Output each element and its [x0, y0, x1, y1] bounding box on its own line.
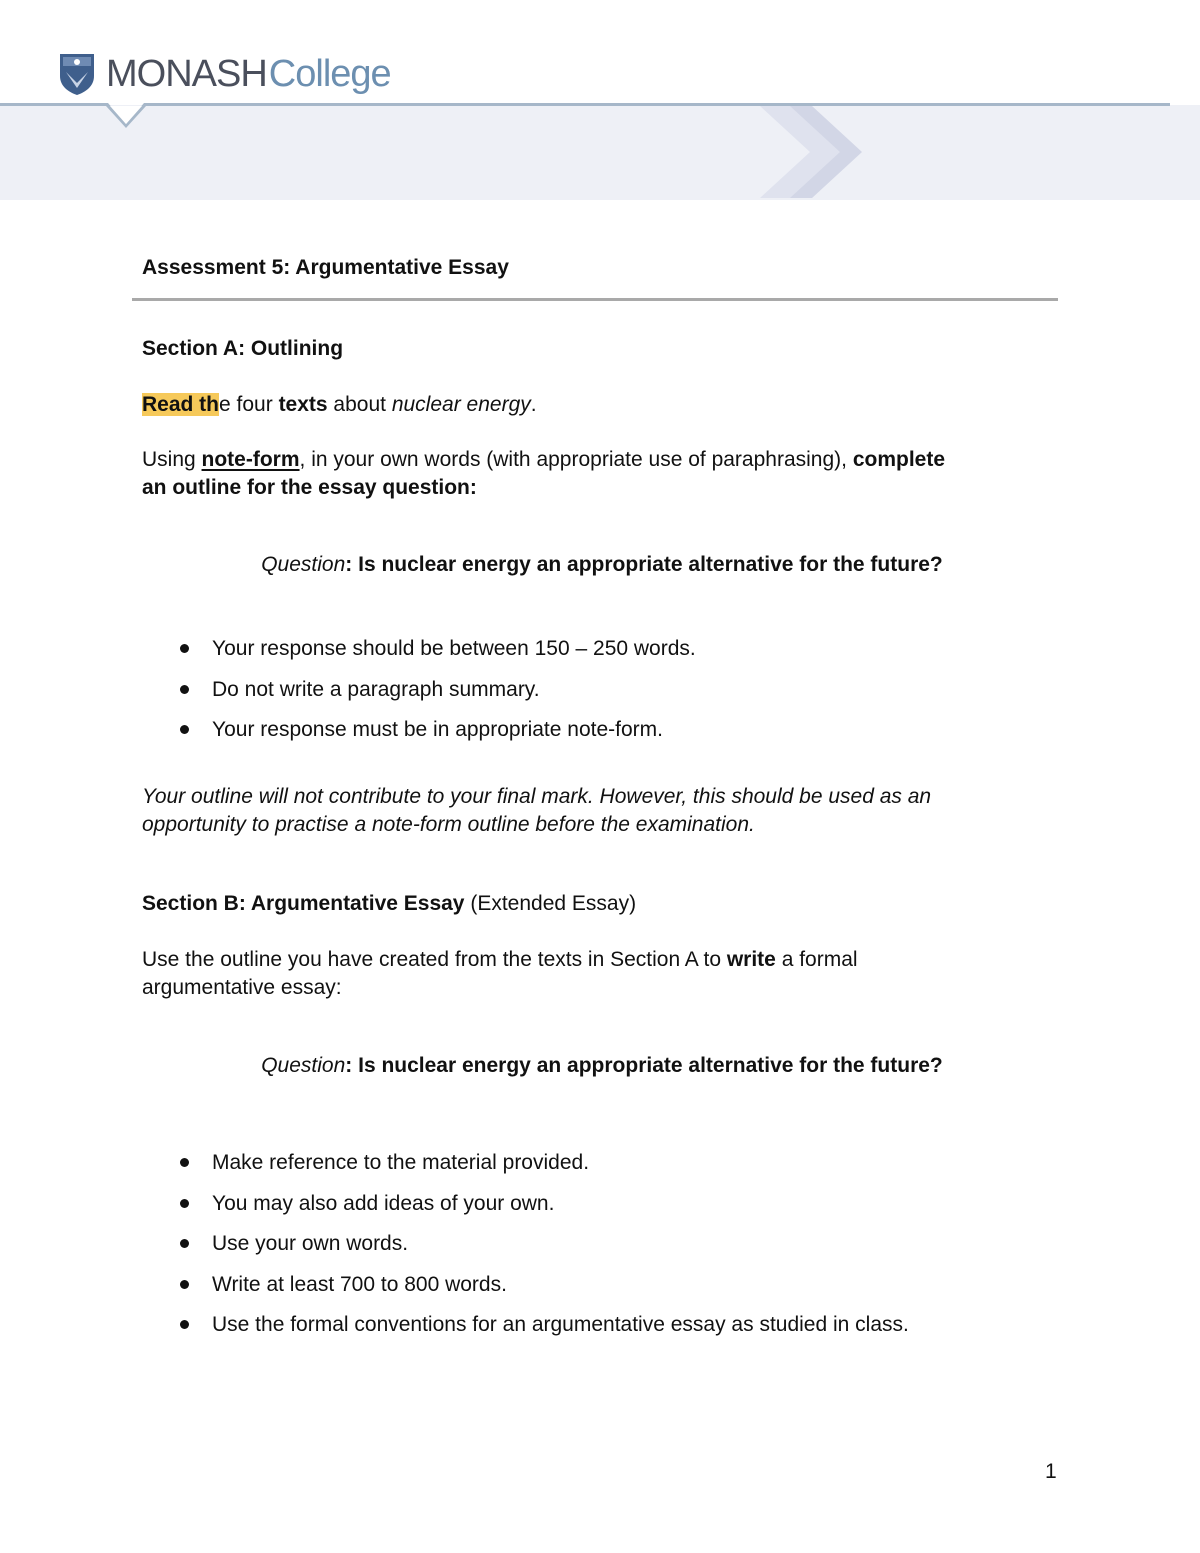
monash-college-logo — [58, 50, 391, 98]
read-instruction: Read the four texts about nuclear energy. — [142, 393, 537, 416]
section-a-bullets — [142, 635, 696, 757]
list-item: Do not write a paragraph summary. — [142, 676, 696, 717]
list-item: Your response must be in appropriate note-form. — [142, 716, 696, 757]
list-item: Write at least 700 to 800 words. — [142, 1271, 909, 1312]
section-a-heading: Section A: Outlining — [142, 337, 344, 360]
monash-crest-icon — [58, 52, 96, 96]
header-decoration — [0, 0, 1200, 200]
list-item: Your response should be between 150 – 250 words. — [142, 635, 696, 676]
page-header — [0, 0, 1200, 200]
highlighted-read: Read th — [142, 393, 220, 416]
list-item: You may also add ideas of your own. — [142, 1190, 909, 1231]
outline-note: Your outline will not contribute to your final mark. However, this should be used as an opportunity to practise a note-form outline before the examination. — [142, 785, 932, 836]
page-title: Assessment 5: Argumentative Essay — [142, 256, 509, 279]
logo-monash-text: MONASH — [106, 53, 267, 95]
outline-instruction: Using note-form, in your own words (with appropriate use of paraphrasing), complete an outline for the essay question: — [142, 448, 946, 499]
section-b-question: Question: Is nuclear energy an appropriate alternative for the future? — [261, 1054, 943, 1077]
list-item: Use the formal conventions for an argumentative essay as studied in class. — [142, 1311, 909, 1352]
section-b-bullets — [142, 1149, 909, 1352]
section-b-heading: Section B: Argumentative Essay (Extended Essay) — [142, 892, 637, 915]
title-divider — [132, 298, 1058, 301]
page-number: 1 — [1045, 1460, 1057, 1483]
essay-instruction: Use the outline you have created from the texts in Section A to write a formal argumentative essay: — [142, 948, 858, 999]
note-form-term: note-form — [201, 448, 300, 471]
section-a-question: Question: Is nuclear energy an appropriate alternative for the future? — [261, 553, 943, 576]
logo-college-text: College — [268, 53, 391, 95]
list-item: Use your own words. — [142, 1230, 909, 1271]
list-item: Make reference to the material provided. — [142, 1149, 909, 1190]
